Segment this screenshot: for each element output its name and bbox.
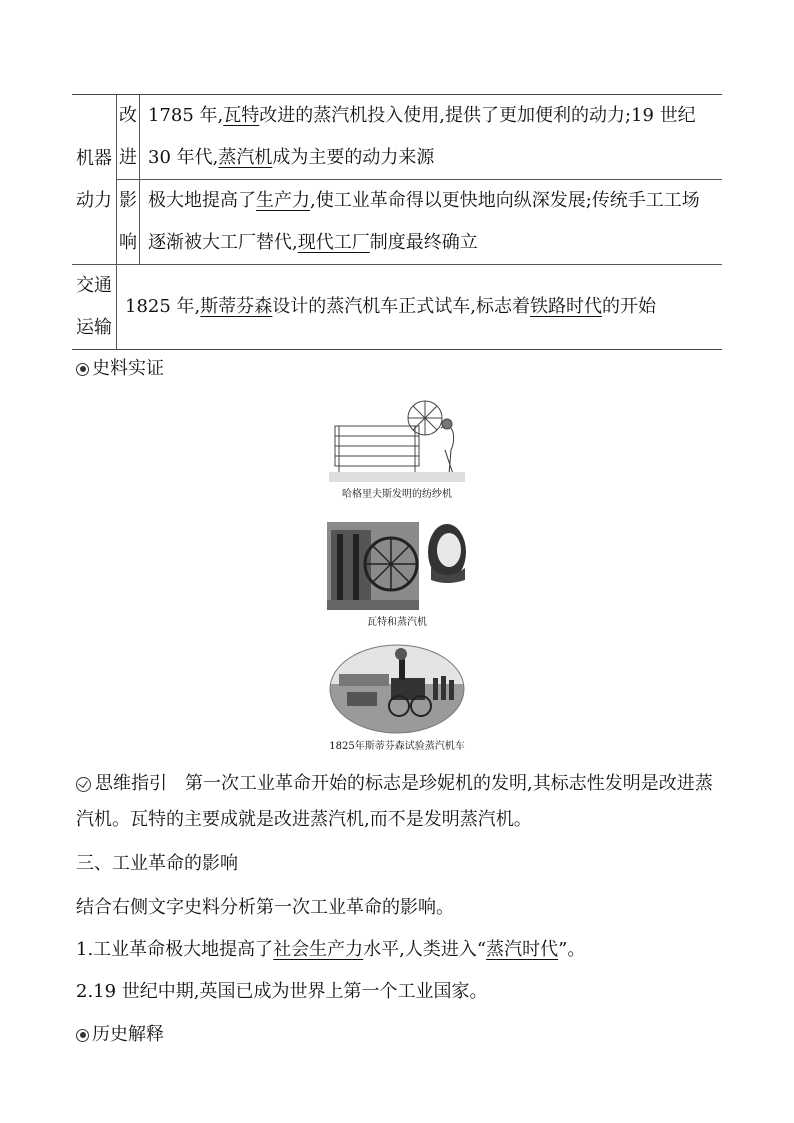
figure-locomotive bbox=[0, 644, 794, 752]
section-evidence: 史料实证 bbox=[76, 354, 164, 380]
subcategory-impact: 影响 bbox=[117, 180, 140, 265]
impact-point-2: 2.19 世纪中期,英国已成为世界上第一个工业国家。 bbox=[76, 981, 488, 1002]
impact-text: 极大地提高了生产力,使工业革命得以更快地向纵深发展;传统手工工场逐渐被大工厂替代,现代工厂制度最终确立 bbox=[140, 180, 723, 265]
caption: 1825年斯蒂芬森试验蒸汽机车 bbox=[329, 741, 465, 752]
intro-text: 结合右侧文字史料分析第一次工业革命的影响。 bbox=[76, 897, 454, 918]
hint-icon bbox=[76, 777, 91, 792]
caption: 哈格里夫斯发明的纺纱机 bbox=[342, 489, 452, 500]
figure-spinning-jenny bbox=[0, 398, 794, 500]
thinking-hint bbox=[76, 766, 722, 838]
bullet-icon bbox=[76, 1029, 89, 1042]
summary-table bbox=[72, 94, 722, 350]
bullet-icon bbox=[76, 363, 89, 376]
locomotive-illustration bbox=[329, 644, 465, 734]
improvement-text: 1785 年,瓦特改进的蒸汽机投入使用,提供了更加便利的动力;19 世纪 30 年代,蒸汽机成为主要的动力来源 bbox=[140, 95, 723, 180]
section-impact-title: 三、工业革命的影响 bbox=[76, 853, 238, 874]
figure-watt-steam-engine bbox=[0, 520, 794, 628]
category-machine-power: 机器动力 bbox=[72, 95, 117, 265]
subcategory-improvement: 改进 bbox=[117, 95, 140, 180]
impact-point-1: 1.工业革命极大地提高了社会生产力水平,人类进入“蒸汽时代”。 bbox=[76, 939, 586, 960]
spinning-jenny-illustration bbox=[329, 398, 465, 482]
hint-label: 思维指引 bbox=[95, 773, 167, 794]
watt-steam-engine-illustration bbox=[327, 520, 467, 610]
hint-text: 第一次工业革命开始的标志是珍妮机的发明,其标志性发明是改进蒸汽机。瓦特的主要成就是改进蒸汽机,而不是发明蒸汽机。 bbox=[76, 773, 713, 830]
caption: 瓦特和蒸汽机 bbox=[367, 617, 427, 628]
category-transport: 交通运输 bbox=[72, 265, 117, 350]
section-interpretation: 历史解释 bbox=[76, 1020, 164, 1046]
transport-text: 1825 年,斯蒂芬森设计的蒸汽机车正式试车,标志着铁路时代的开始 bbox=[117, 265, 723, 350]
